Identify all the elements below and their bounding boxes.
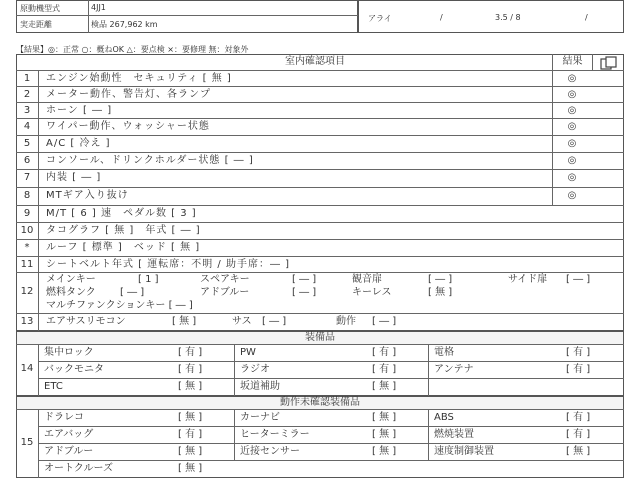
unconfirmed-value: [ 有 ] bbox=[178, 429, 203, 440]
suspension-value: [ 無 ] bbox=[172, 316, 197, 327]
header-col-divider bbox=[88, 0, 89, 33]
result-header: 結果 bbox=[562, 56, 583, 67]
unconfirmed-label: 燃焼装置 bbox=[434, 429, 474, 440]
key-value: [ ― ] bbox=[292, 274, 317, 285]
key-value: [ 1 ] bbox=[138, 274, 159, 285]
equipment-row-divider bbox=[38, 378, 624, 379]
engine-model-label: 原動機型式 bbox=[20, 4, 60, 13]
result-legend: 【結果】◎：正常 ○：概ねOK △：要点検 ×：要修理 無：対象外 bbox=[16, 45, 249, 54]
equipment-label: 電格 bbox=[434, 347, 454, 358]
unconfirmed-value: [ 無 ] bbox=[178, 412, 203, 423]
alignment-value: 3.5 / 8 bbox=[495, 13, 521, 22]
row-divider bbox=[16, 187, 624, 188]
equipment-label: バックモニタ bbox=[44, 364, 104, 375]
key-label: サイド扉 bbox=[508, 274, 548, 285]
suspension-label: 動作 bbox=[336, 316, 356, 327]
equipment-value: [ 無 ] bbox=[178, 381, 203, 392]
row-number: 9 bbox=[23, 208, 31, 219]
row-divider bbox=[16, 272, 624, 273]
unconfirmed-label: ABS bbox=[434, 412, 454, 423]
unconfirmed-value: [ 無 ] bbox=[372, 412, 397, 423]
equipment-header-line bbox=[16, 344, 624, 345]
equipment-col-divider bbox=[234, 344, 235, 396]
result-mark: ◎ bbox=[567, 155, 577, 166]
row-text: エンジン始動性 セキュリティ [ 無 ] bbox=[46, 73, 232, 84]
row-number: 2 bbox=[23, 89, 31, 100]
row-number: 6 bbox=[23, 155, 31, 166]
row-text: タコグラフ [ 無 ] 年式 [ ― ] bbox=[46, 225, 201, 236]
equipment-label: ラジオ bbox=[240, 364, 270, 375]
row-number: 12 bbox=[20, 286, 34, 297]
unconfirmed-col-divider bbox=[428, 409, 429, 460]
copy-icon[interactable] bbox=[598, 55, 620, 69]
interior-check-title: 室内確認項目 bbox=[285, 56, 345, 67]
result-mark: ◎ bbox=[567, 121, 577, 132]
key-label: メインキー bbox=[46, 274, 96, 285]
row-text: M/T [ 6 ] 速 ペダル数 [ 3 ] bbox=[46, 208, 197, 219]
row-divider bbox=[16, 256, 624, 257]
row-number: 13 bbox=[20, 316, 34, 327]
row-number: 8 bbox=[23, 190, 31, 201]
row-text: 内装 [ ― ] bbox=[46, 172, 102, 183]
equipment-value: [ 有 ] bbox=[566, 364, 591, 375]
row-number: 7 bbox=[23, 172, 31, 183]
row-divider bbox=[16, 135, 624, 136]
key-value: [ ― ] bbox=[120, 287, 145, 298]
row-divider bbox=[16, 152, 624, 153]
result-mark: ◎ bbox=[567, 89, 577, 100]
result-col-divider bbox=[552, 54, 553, 205]
unconfirmed-header-line bbox=[16, 409, 624, 410]
equipment-label: アンテナ bbox=[434, 364, 474, 375]
key-label: アドブルー bbox=[200, 287, 250, 298]
equipment-number: 14 bbox=[20, 363, 34, 374]
unconfirmed-label: カーナビ bbox=[240, 412, 280, 423]
row-number: 10 bbox=[20, 225, 34, 236]
key-value: [ ― ] bbox=[292, 287, 317, 298]
unconfirmed-row-divider bbox=[38, 460, 624, 461]
icon-col-divider bbox=[592, 54, 593, 70]
result-mark: ◎ bbox=[567, 73, 577, 84]
row-text: シートベルト年式 [ 運転席：不明 / 助手席：― ] bbox=[46, 259, 291, 270]
equipment-col-divider bbox=[428, 344, 429, 396]
row-divider bbox=[16, 222, 624, 223]
mileage-label: 実走距離 bbox=[20, 20, 52, 29]
row-divider bbox=[16, 239, 624, 240]
unconfirmed-label: オートクルーズ bbox=[44, 463, 113, 474]
mileage-value: 検品 267,962 km bbox=[91, 20, 158, 29]
unconfirmed-value: [ 無 ] bbox=[178, 463, 203, 474]
unconfirmed-col-divider bbox=[234, 409, 235, 460]
row-divider bbox=[16, 169, 624, 170]
unconfirmed-row-divider bbox=[38, 426, 624, 427]
alignment-slash-right: / bbox=[585, 13, 588, 22]
row-divider bbox=[16, 102, 624, 103]
unconfirmed-row-divider bbox=[38, 443, 624, 444]
key-value: [ ― ] bbox=[428, 274, 453, 285]
key-label: スペアキー bbox=[200, 274, 250, 285]
row-text: コンソール、ドリンクホルダー状態 [ ― ] bbox=[46, 155, 254, 166]
equipment-row-divider bbox=[38, 361, 624, 362]
row-divider bbox=[16, 205, 624, 206]
unconfirmed-label: 近接センサー bbox=[240, 446, 300, 457]
result-mark: ◎ bbox=[567, 172, 577, 183]
row-number: 5 bbox=[23, 138, 31, 149]
equipment-num-divider bbox=[38, 344, 39, 396]
unconfirmed-value: [ 有 ] bbox=[566, 429, 591, 440]
suspension-value: [ ― ] bbox=[262, 316, 287, 327]
key-value: [ 無 ] bbox=[428, 287, 453, 298]
result-mark: ◎ bbox=[567, 138, 577, 149]
equipment-title: 装備品 bbox=[305, 332, 335, 343]
row-text: ルーフ [ 標準 ] ベッド [ 無 ] bbox=[46, 242, 201, 253]
interior-header-line bbox=[16, 70, 624, 71]
row-divider bbox=[16, 313, 624, 314]
alignment-slash-left: / bbox=[440, 13, 443, 22]
result-mark: ◎ bbox=[567, 105, 577, 116]
number-col-divider bbox=[38, 70, 39, 331]
equipment-value: [ 有 ] bbox=[372, 364, 397, 375]
unconfirmed-number: 15 bbox=[20, 437, 34, 448]
multifunction-key: マルチファンクションキー [ ― ] bbox=[46, 300, 193, 311]
unconfirmed-value: [ 無 ] bbox=[372, 446, 397, 457]
result-mark: ◎ bbox=[567, 190, 577, 201]
key-label: 観音扉 bbox=[352, 274, 382, 285]
equipment-value: [ 無 ] bbox=[372, 381, 397, 392]
suspension-label: エアサスリモコン bbox=[46, 316, 126, 327]
equipment-value: [ 有 ] bbox=[372, 347, 397, 358]
row-number: * bbox=[24, 242, 30, 253]
unconfirmed-label: ドラレコ bbox=[44, 412, 84, 423]
row-number: 1 bbox=[23, 73, 31, 84]
equipment-label: PW bbox=[240, 347, 256, 358]
alignment-label: アライ bbox=[368, 14, 392, 23]
unconfirmed-title: 動作未確認装備品 bbox=[280, 397, 360, 408]
row-number: 11 bbox=[20, 259, 34, 270]
unconfirmed-label: ヒーターミラー bbox=[240, 429, 310, 440]
unconfirmed-value: [ 有 ] bbox=[566, 412, 591, 423]
equipment-label: ETC bbox=[44, 381, 63, 392]
header-divider bbox=[16, 15, 358, 16]
equipment-label: 坂道補助 bbox=[240, 381, 280, 392]
equipment-value: [ 有 ] bbox=[178, 347, 203, 358]
row-number: 4 bbox=[23, 121, 31, 132]
key-label: 燃料タンク bbox=[46, 287, 96, 298]
unconfirmed-label: アドブルー bbox=[44, 446, 94, 457]
row-text: ホーン [ ― ] bbox=[46, 105, 113, 116]
unconfirmed-value: [ 無 ] bbox=[372, 429, 397, 440]
row-text: MTギア入り抜け bbox=[46, 190, 129, 201]
engine-model-value: 4JJ1 bbox=[91, 3, 106, 12]
row-text: A/C [ 冷え ] bbox=[46, 138, 111, 149]
unconfirmed-value: [ 無 ] bbox=[566, 446, 591, 457]
key-value: [ ― ] bbox=[566, 274, 591, 285]
unconfirmed-label: 速度制御装置 bbox=[434, 446, 494, 457]
row-text: メーター動作、警告灯、各ランプ bbox=[46, 89, 211, 100]
row-divider bbox=[16, 86, 624, 87]
equipment-label: 集中ロック bbox=[44, 347, 94, 358]
unconfirmed-label: エアバッグ bbox=[44, 429, 94, 440]
unconfirmed-value: [ 無 ] bbox=[178, 446, 203, 457]
row-divider bbox=[16, 118, 624, 119]
equipment-value: [ 有 ] bbox=[566, 347, 591, 358]
suspension-label: サス bbox=[232, 316, 252, 327]
row-text: ワイパー動作、ウォッシャー状態 bbox=[46, 121, 210, 132]
equipment-value: [ 有 ] bbox=[178, 364, 203, 375]
row-number: 3 bbox=[23, 105, 31, 116]
key-label: キーレス bbox=[352, 287, 392, 298]
header-table bbox=[16, 0, 358, 33]
suspension-value: [ ― ] bbox=[372, 316, 397, 327]
